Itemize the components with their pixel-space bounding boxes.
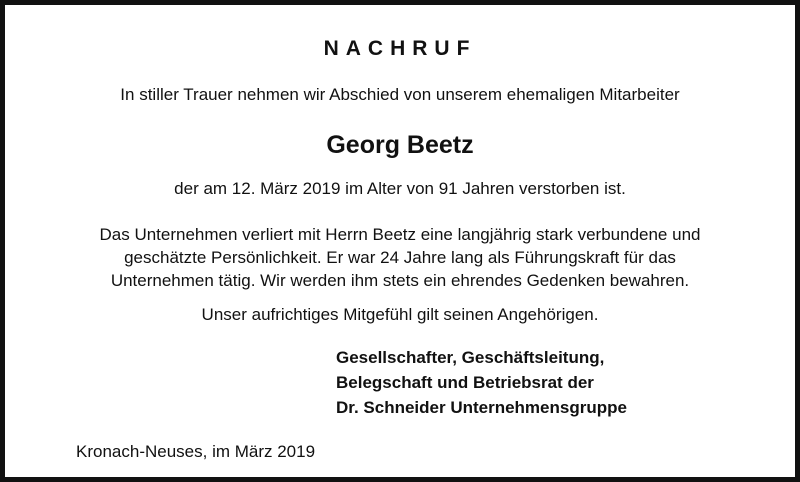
signatory-line: Dr. Schneider Unternehmensgruppe — [336, 398, 627, 417]
signatories-block — [336, 345, 627, 420]
death-details: der am 12. März 2019 im Alter von 91 Jahren verstorben ist. — [174, 179, 626, 198]
tribute-line: Das Unternehmen verliert mit Herrn Beetz eine langjährig stark verbundene und — [99, 225, 701, 244]
deceased-name: Georg Beetz — [326, 131, 474, 159]
place-and-date: Kronach-Neuses, im März 2019 — [76, 442, 316, 461]
tribute-line: geschätzte Persönlichkeit. Er war 24 Jahre lang als Führungskraft für das — [124, 248, 676, 267]
tribute-paragraph — [5, 223, 795, 292]
condolence-text: Unser aufrichtiges Mitgefühl gilt seinen Angehörigen. — [201, 305, 599, 324]
intro-text: In stiller Trauer nehmen wir Abschied von unserem ehemaligen Mitarbeiter — [120, 85, 680, 104]
tribute-line: Unternehmen tätig. Wir werden ihm stets ein ehrendes Gedenken bewahren. — [110, 271, 690, 290]
signatory-line: Belegschaft und Betriebsrat der — [336, 373, 594, 392]
notice-heading: NACHRUF — [323, 37, 477, 60]
signatory-line: Gesellschafter, Geschäftsleitung, — [336, 348, 605, 367]
